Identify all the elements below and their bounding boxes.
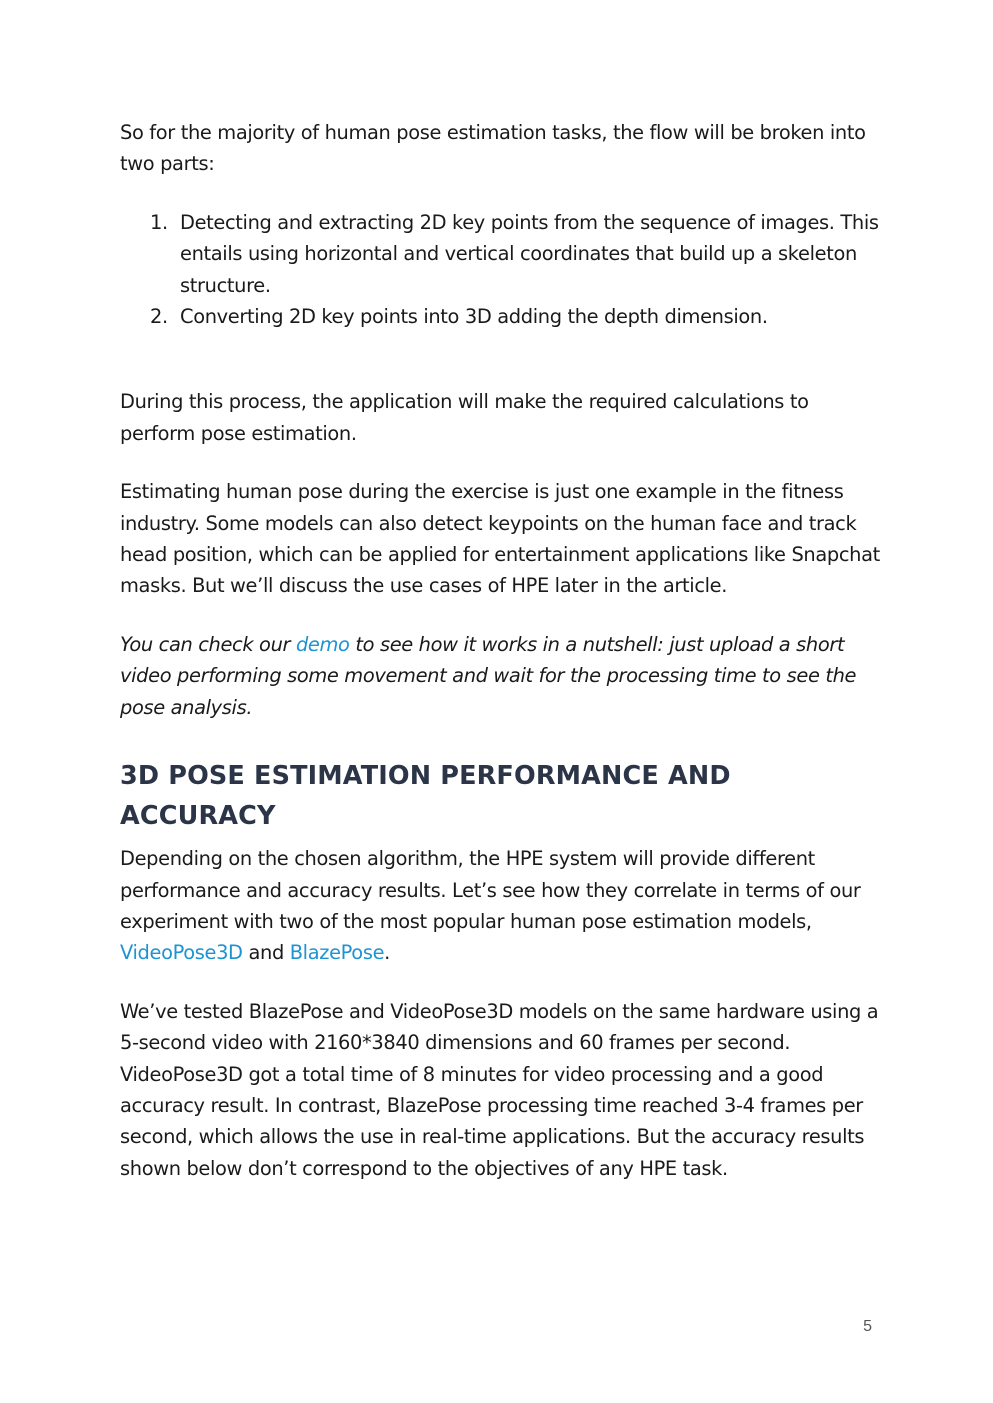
demo-note-paragraph (120, 629, 880, 723)
videopose3d-link[interactable]: VideoPose3D (120, 941, 243, 965)
process-paragraph: During this process, the application will make the required calculations to perform pose estimation. (120, 390, 809, 445)
intro-paragraph: So for the majority of human pose estimation tasks, the flow will be broken into two parts: (120, 121, 866, 176)
depending-end: . (384, 941, 390, 965)
page-content (120, 117, 880, 1184)
list-item-text: Converting 2D key points into 3D adding the depth dimension. (180, 305, 768, 329)
depending-mid: and (242, 941, 290, 965)
list-item-number: 2. (150, 305, 168, 329)
page-number: 5 (863, 1318, 872, 1335)
section-heading: 3D POSE ESTIMATION PERFORMANCE AND ACCURACY (120, 761, 731, 832)
list-item (120, 207, 880, 301)
depending-text: Depending on the chosen algorithm, the HPE system will provide different performance and accuracy results. Let’s see how they correlate in terms of our experiment with two of the most popular human pose estimation models, (120, 847, 861, 933)
list-item-text: Detecting and extracting 2D key points from the sequence of images. This entails using horizontal and vertical coordinates that build up a skeleton structure. (180, 210, 879, 297)
demo-note-before: You can check our (120, 632, 296, 656)
depending-paragraph (120, 843, 880, 969)
list-item (120, 301, 880, 332)
estimating-paragraph: Estimating human pose during the exercise is just one example in the fitness industry. Some models can also detect keypoints on the human face and track head position, which can be applied for entertainment applications like Snapchat masks. But we’ll discuss the use cases of HPE later in the article. (120, 480, 880, 598)
demo-link[interactable]: demo (295, 632, 350, 656)
list-item-number: 1. (150, 210, 168, 234)
tested-paragraph: We’ve tested BlazePose and VideoPose3D models on the same hardware using a 5-second video with 2160*3840 dimensions and 60 frames per second. VideoPose3D got a total time of 8 minutes for video processing and a good accuracy result. In contrast, BlazePose processing time reached 3-4 frames per second, which allows the use in real-time applications. But the accuracy results shown below don’t correspond to the objectives of any HPE task. (120, 999, 879, 1180)
blazepose-link[interactable]: BlazePose (289, 941, 385, 965)
demo-note-after: to see how it works in a nutshell: just upload a short video performing some movement and wait for the processing time to see the pose analysis. (120, 632, 857, 719)
steps-list (120, 207, 880, 333)
